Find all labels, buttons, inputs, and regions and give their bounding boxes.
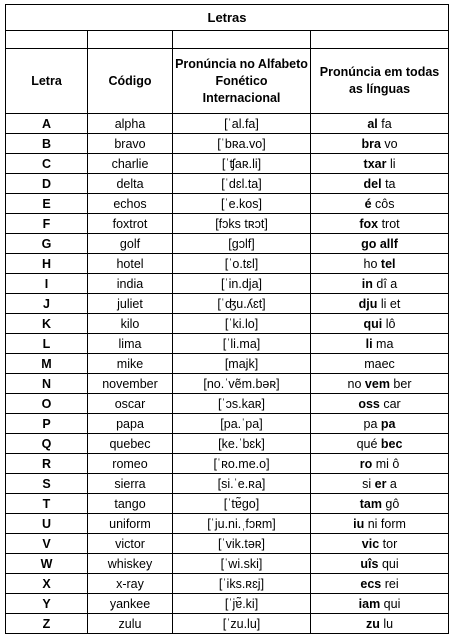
phonetic-alphabet-table: [5, 4, 449, 634]
letter-cell: Q: [6, 434, 88, 454]
title-row: [6, 5, 449, 31]
table-row: [6, 114, 449, 134]
code-cell: juliet: [88, 294, 173, 314]
syllable: si: [362, 476, 375, 491]
pronunciation-cell: [311, 174, 449, 194]
code-cell: victor: [88, 534, 173, 554]
code-cell: whiskey: [88, 554, 173, 574]
table-row: [6, 194, 449, 214]
table-row: [6, 454, 449, 474]
letter-cell: G: [6, 234, 88, 254]
syllable: mi ô: [372, 456, 400, 471]
empty-cell: [6, 31, 88, 49]
stressed-syllable: txar: [363, 156, 387, 171]
code-cell: romeo: [88, 454, 173, 474]
stressed-syllable: pa: [380, 416, 396, 431]
table-row: [6, 334, 449, 354]
table-row: [6, 314, 449, 334]
pronunciation-cell: [311, 554, 449, 574]
ipa-cell: [ˈiks.ʀɛj]: [173, 574, 311, 594]
letter-cell: J: [6, 294, 88, 314]
pronunciation-cell: [311, 514, 449, 534]
letter-cell: I: [6, 274, 88, 294]
pronunciation-cell: [311, 414, 449, 434]
table-row: [6, 414, 449, 434]
syllable: qué: [356, 436, 381, 451]
stressed-syllable: er: [374, 476, 387, 491]
ipa-cell: [gɔlf]: [173, 234, 311, 254]
stressed-syllable: fox: [359, 216, 379, 231]
header-letter: Letra: [6, 49, 88, 114]
pronunciation-cell: [311, 474, 449, 494]
pronunciation-cell: [311, 574, 449, 594]
ipa-cell: [ˈjɐ̃.ki]: [173, 594, 311, 614]
stressed-syllable: tel: [380, 256, 396, 271]
code-cell: sierra: [88, 474, 173, 494]
ipa-cell: [fɔks tʀɔt]: [173, 214, 311, 234]
letter-cell: O: [6, 394, 88, 414]
code-cell: bravo: [88, 134, 173, 154]
letter-cell: Z: [6, 614, 88, 634]
stressed-syllable: tam: [359, 496, 382, 511]
syllable: ni form: [364, 516, 406, 531]
table-row: [6, 214, 449, 234]
syllable: lu: [379, 616, 394, 631]
code-cell: oscar: [88, 394, 173, 414]
letter-cell: A: [6, 114, 88, 134]
stressed-syllable: al: [367, 116, 378, 131]
letter-cell: K: [6, 314, 88, 334]
syllable: rei: [381, 576, 399, 591]
pronunciation-cell: [311, 354, 449, 374]
ipa-cell: [ˈin.dja]: [173, 274, 311, 294]
table-row: [6, 294, 449, 314]
syllable: a: [386, 476, 397, 491]
stressed-syllable: bra: [361, 136, 381, 151]
stressed-syllable: li: [365, 336, 373, 351]
pronunciation-cell: [311, 394, 449, 414]
letter-cell: C: [6, 154, 88, 174]
letter-cell: M: [6, 354, 88, 374]
stressed-syllable: del: [363, 176, 382, 191]
stressed-syllable: dju: [358, 296, 378, 311]
letter-cell: H: [6, 254, 88, 274]
pronunciation-cell: [311, 134, 449, 154]
stressed-syllable: go allf: [361, 236, 398, 251]
ipa-cell: [ˈdɛl.ta]: [173, 174, 311, 194]
letter-cell: W: [6, 554, 88, 574]
table-row: [6, 154, 449, 174]
syllable: ho: [363, 256, 381, 271]
stressed-syllable: vem: [364, 376, 390, 391]
stressed-syllable: vic: [361, 536, 380, 551]
ipa-cell: [ke.ˈbɛk]: [173, 434, 311, 454]
stressed-syllable: bec: [380, 436, 403, 451]
syllable: pa: [363, 416, 381, 431]
letter-cell: N: [6, 374, 88, 394]
code-cell: hotel: [88, 254, 173, 274]
table-row: [6, 254, 449, 274]
ipa-cell: [ˈvik.təʀ]: [173, 534, 311, 554]
ipa-cell: [pa.ˈpa]: [173, 414, 311, 434]
code-cell: tango: [88, 494, 173, 514]
header-row: [6, 49, 449, 114]
letter-cell: B: [6, 134, 88, 154]
ipa-cell: [ˈzu.lu]: [173, 614, 311, 634]
code-cell: echos: [88, 194, 173, 214]
table-row: [6, 134, 449, 154]
syllable: maec: [364, 356, 395, 371]
syllable: côs: [371, 196, 395, 211]
table-row: [6, 394, 449, 414]
code-cell: mike: [88, 354, 173, 374]
stressed-syllable: iu: [353, 516, 365, 531]
letter-cell: U: [6, 514, 88, 534]
pronunciation-cell: [311, 614, 449, 634]
letter-cell: V: [6, 534, 88, 554]
pronunciation-cell: [311, 374, 449, 394]
syllable: tor: [379, 536, 398, 551]
stressed-syllable: ro: [359, 456, 373, 471]
letter-cell: S: [6, 474, 88, 494]
syllable: qui: [380, 596, 401, 611]
code-cell: charlie: [88, 154, 173, 174]
spacer-row: [6, 31, 449, 49]
header-all-languages: Pronúncia em todas as línguas: [311, 49, 449, 114]
code-cell: alpha: [88, 114, 173, 134]
table-row: [6, 234, 449, 254]
letter-cell: L: [6, 334, 88, 354]
header-code: Código: [88, 49, 173, 114]
pronunciation-cell: [311, 434, 449, 454]
ipa-cell: [ˈju.ni.ˌfɔʀm]: [173, 514, 311, 534]
pronunciation-cell: [311, 594, 449, 614]
pronunciation-cell: [311, 334, 449, 354]
pronunciation-cell: [311, 114, 449, 134]
code-cell: kilo: [88, 314, 173, 334]
code-cell: yankee: [88, 594, 173, 614]
table-row: [6, 534, 449, 554]
code-cell: november: [88, 374, 173, 394]
empty-cell: [311, 31, 449, 49]
code-cell: india: [88, 274, 173, 294]
table-row: [6, 354, 449, 374]
stressed-syllable: qui: [363, 316, 383, 331]
empty-cell: [173, 31, 311, 49]
table-row: [6, 434, 449, 454]
syllable: gô: [381, 496, 400, 511]
ipa-cell: [majk]: [173, 354, 311, 374]
ipa-cell: [ˈbʀa.vo]: [173, 134, 311, 154]
table-title: Letras: [6, 5, 449, 31]
stressed-syllable: ecs: [360, 576, 382, 591]
syllable: ma: [372, 336, 394, 351]
stressed-syllable: é: [364, 196, 372, 211]
letter-cell: T: [6, 494, 88, 514]
syllable: vo: [380, 136, 398, 151]
ipa-cell: [ˈɔs.kaʀ]: [173, 394, 311, 414]
table-row: [6, 374, 449, 394]
letter-cell: X: [6, 574, 88, 594]
syllable: qui: [378, 556, 399, 571]
ipa-cell: [ˈwi.ski]: [173, 554, 311, 574]
syllable: trot: [378, 216, 400, 231]
syllable: ber: [389, 376, 412, 391]
pronunciation-cell: [311, 314, 449, 334]
pronunciation-cell: [311, 274, 449, 294]
letter-cell: E: [6, 194, 88, 214]
pronunciation-cell: [311, 534, 449, 554]
syllable: dî a: [372, 276, 398, 291]
letter-cell: P: [6, 414, 88, 434]
ipa-cell: [si.ˈe.ʀa]: [173, 474, 311, 494]
pronunciation-cell: [311, 214, 449, 234]
letter-cell: Y: [6, 594, 88, 614]
pronunciation-cell: [311, 254, 449, 274]
ipa-cell: [ˈli.ma]: [173, 334, 311, 354]
empty-cell: [88, 31, 173, 49]
ipa-cell: [ˈʀo.me.o]: [173, 454, 311, 474]
stressed-syllable: zu: [365, 616, 380, 631]
pronunciation-cell: [311, 454, 449, 474]
table-row: [6, 514, 449, 534]
code-cell: quebec: [88, 434, 173, 454]
syllable: car: [379, 396, 401, 411]
table-row: [6, 614, 449, 634]
table-row: [6, 594, 449, 614]
syllable: li: [386, 156, 396, 171]
table-row: [6, 474, 449, 494]
syllable: ta: [381, 176, 396, 191]
table-row: [6, 574, 449, 594]
table-row: [6, 554, 449, 574]
syllable: no: [347, 376, 365, 391]
letter-cell: D: [6, 174, 88, 194]
ipa-cell: [ˈe.kos]: [173, 194, 311, 214]
syllable: li et: [377, 296, 401, 311]
letter-cell: R: [6, 454, 88, 474]
pronunciation-cell: [311, 194, 449, 214]
code-cell: papa: [88, 414, 173, 434]
code-cell: delta: [88, 174, 173, 194]
syllable: lô: [382, 316, 396, 331]
table-body: [6, 114, 449, 634]
code-cell: golf: [88, 234, 173, 254]
pronunciation-cell: [311, 294, 449, 314]
ipa-cell: [ˈo.tɛl]: [173, 254, 311, 274]
stressed-syllable: uîs: [360, 556, 379, 571]
ipa-cell: [ˈki.lo]: [173, 314, 311, 334]
pronunciation-cell: [311, 154, 449, 174]
code-cell: lima: [88, 334, 173, 354]
table-row: [6, 174, 449, 194]
table-row: [6, 274, 449, 294]
code-cell: zulu: [88, 614, 173, 634]
table-row: [6, 494, 449, 514]
stressed-syllable: in: [361, 276, 373, 291]
ipa-cell: [no.ˈvẽm.bəʀ]: [173, 374, 311, 394]
stressed-syllable: oss: [358, 396, 380, 411]
code-cell: foxtrot: [88, 214, 173, 234]
code-cell: uniform: [88, 514, 173, 534]
ipa-cell: [ˈal.fa]: [173, 114, 311, 134]
code-cell: x-ray: [88, 574, 173, 594]
header-ipa: Pronúncia no Alfabeto Fonético Internacional: [173, 49, 311, 114]
pronunciation-cell: [311, 234, 449, 254]
stressed-syllable: iam: [358, 596, 381, 611]
ipa-cell: [ˈtɐ̃go]: [173, 494, 311, 514]
ipa-cell: [ˈʤu.ʎɛt]: [173, 294, 311, 314]
ipa-cell: [ˈʧaʀ.li]: [173, 154, 311, 174]
pronunciation-cell: [311, 494, 449, 514]
letter-cell: F: [6, 214, 88, 234]
syllable: fa: [377, 116, 392, 131]
